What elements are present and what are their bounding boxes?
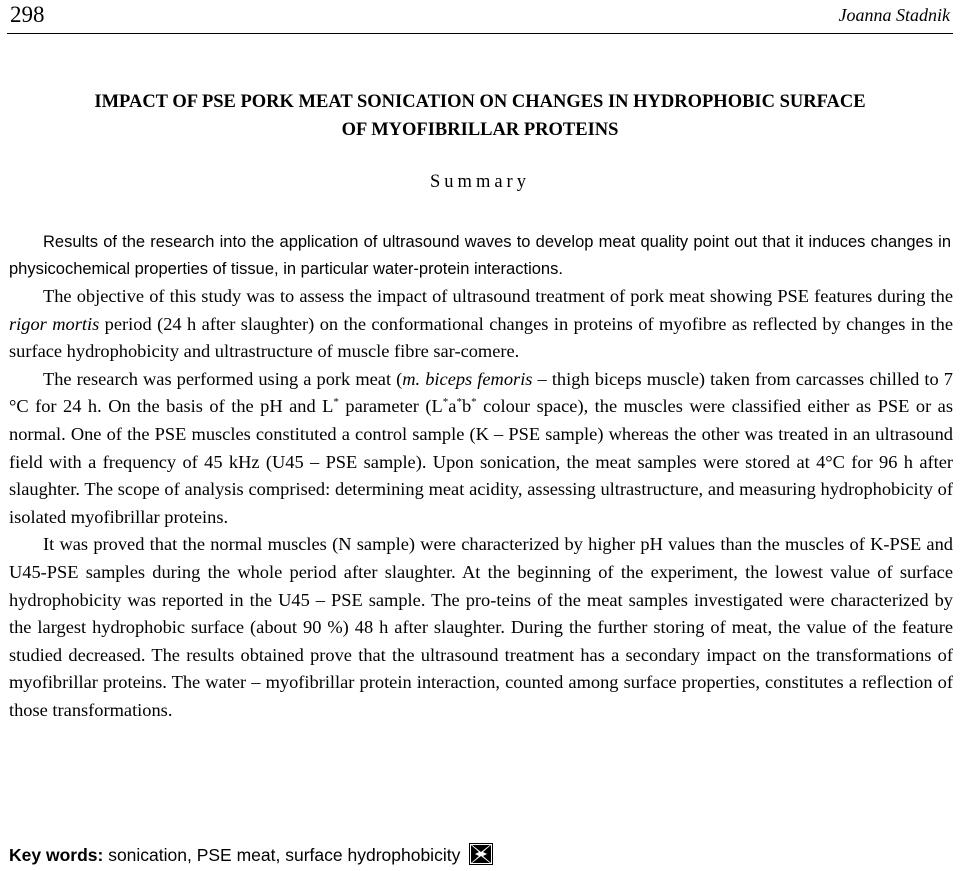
paragraph-methods: The research was performed using a pork meat (m. biceps femoris – thigh biceps muscle) taken from carcasses chilled to 7 °C for 24 h. On the basis of the pH and L* parameter (L*a*b* colour space), the muscles were classified either as PSE or as normal. One of the PSE muscles constituted a control sample (K – PSE sample) whereas the other was treated in an ultrasound field with a frequency of 45 kHz (U45 – PSE sample). Upon sonication, the meat samples were stored at 4°C for 96 h after slaughter. The scope of analysis comprised: determining meat acidity, assessing ultrastructure, and measuring hydrophobicity of isolated myofibrillar proteins.	[9, 368, 954, 527]
keywords-label: Key words:	[9, 845, 104, 865]
abstract-intro: Results of the research into the application of ultrasound waves to develop meat quality point out that it induces changes in physicochemical properties of tissue, in particular water-protein interactions.	[9, 233, 951, 278]
summary-heading: Summary	[430, 172, 530, 192]
keywords	[9, 843, 493, 870]
paragraph-results: It was proved that the normal muscles (N sample) were characterized by higher pH values than the muscles of K-PSE and U45-PSE samples during the whole period after slaughter. At the beginning of the experiment, the lowest value of surface hydrophobicity was reported in the U45 – PSE sample. The pro-teins of the meat samples investigated were characterized by the largest hydrophobic surface (about 90 %) 48 h after slaughter. During the further storing of meat, the value of the feature studied decreased. The results obtained prove that the ultrasound treatment has a secondary impact on the transformations of myofibrillar proteins. The water – myofibrillar protein interaction, counted among surface properties, constitutes a reflection of those transformations.	[9, 534, 953, 720]
running-author: Joanna Stadnik	[838, 5, 950, 25]
title-line-2: OF MYOFIBRILLAR PROTEINS	[341, 120, 619, 140]
title-line-1: IMPACT OF PSE PORK MEAT SONICATION ON CHANGES IN HYDROPHOBIC SURFACE	[94, 92, 866, 112]
ornament-end-icon	[469, 843, 493, 870]
paragraph-objective: The objective of this study was to assess the impact of ultrasound treatment of pork meat showing PSE features during the rigor mortis period (24 h after slaughter) on the conformational changes in proteins of myofibre as reflected by changes in the surface hydrophobicity and ultrastructure of muscle fibre sar-comere.	[9, 286, 953, 362]
running-header	[7, 0, 953, 34]
paper-title	[0, 88, 960, 144]
abstract-body	[9, 283, 953, 725]
page-number: 298	[10, 2, 45, 27]
keywords-text: sonication, PSE meat, surface hydrophobicity	[103, 845, 461, 865]
